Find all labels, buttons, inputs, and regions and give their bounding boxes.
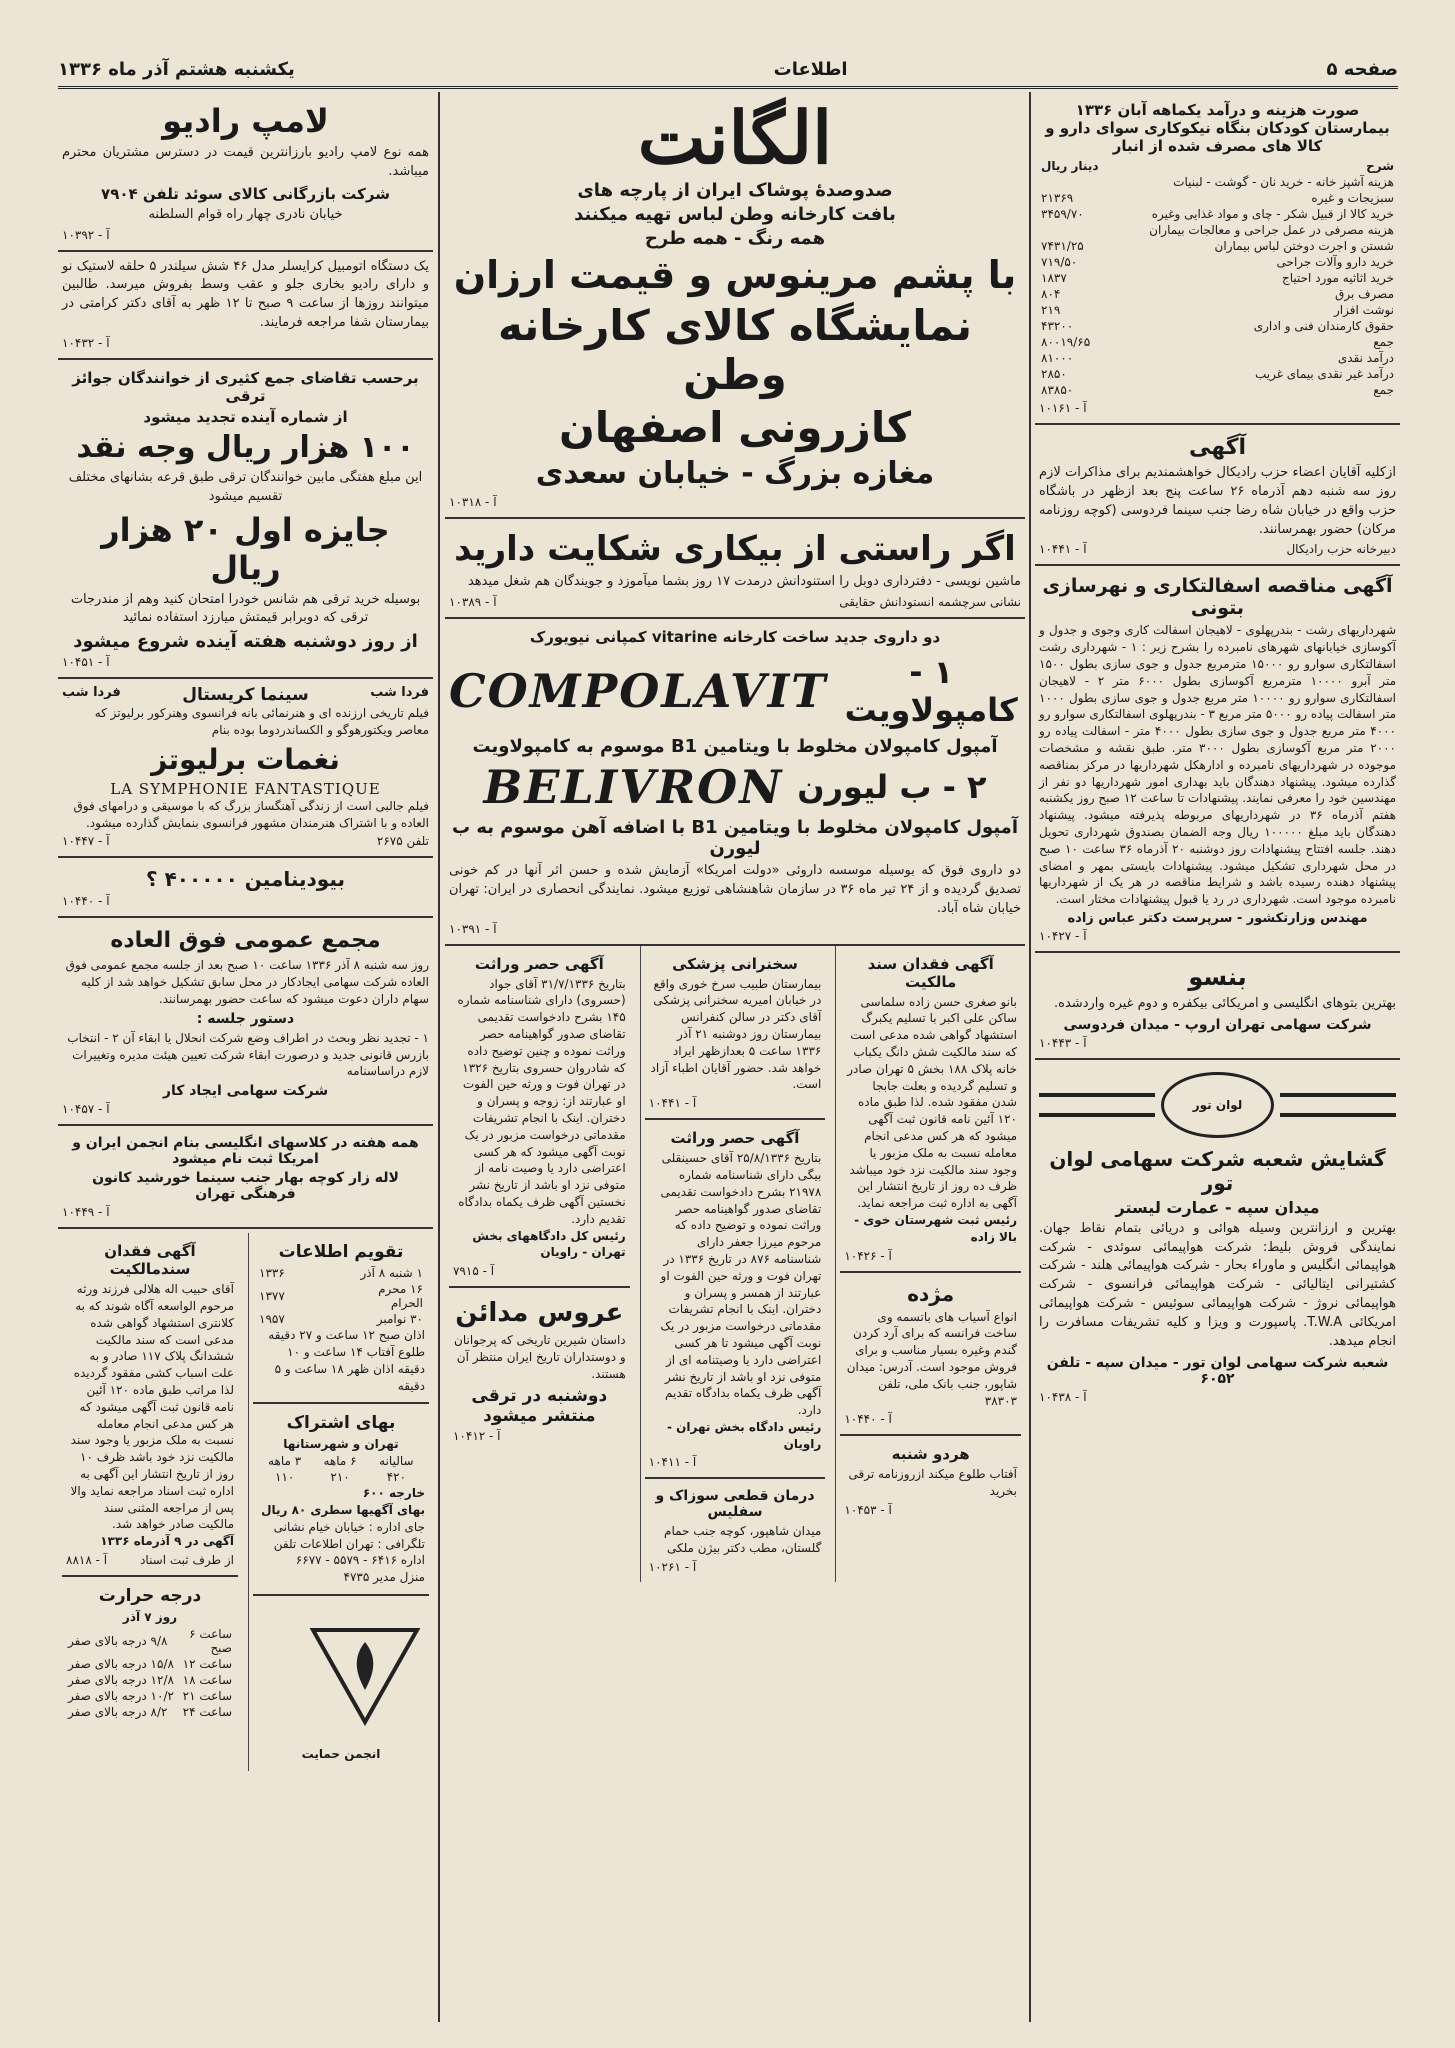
report-row <box>1039 302 1396 318</box>
ad-code: آ - ۱۰۴۵۳ <box>844 1502 892 1517</box>
agenda-title: دستور جلسه : <box>196 1010 295 1027</box>
madaen-ad <box>449 1288 630 1450</box>
weather-row <box>66 1626 234 1656</box>
report-value <box>1039 222 1138 238</box>
ad-code: آ - ۱۰۲۶۱ <box>648 1560 697 1575</box>
ad-title: آگهی حصر وراثت <box>474 954 604 973</box>
report-row <box>1039 350 1396 366</box>
calendar-row <box>257 1265 425 1281</box>
report-value: ۸۳۸۵۰ <box>1041 383 1074 397</box>
airline-title: گشایش شعبه شرکت سهامی لوان تور <box>1049 1146 1386 1195</box>
weather-label: ساعت ۱۲ <box>182 1656 232 1671</box>
loss-deed-ad <box>840 946 1021 1273</box>
airline-body: بهترین و ارزانترین وسیله هوائی و دریائی بتمام نقاط جهان. نمایندگی فروش بلیط: شرکت هواپیمائی سوئدی - شرکت هواپیمائی انگلیس و ماوراء بحار - شرکت هواپیمائی هلند - شرکت کشتیرانی ایتالیائی - شرکت هواپیمائی فرانسوی - شرکت هواپیمائی نروژ - شرکت هواپیمائی سوئیس - شرکت هواپیمائی امریکائی T.W.A. پاسپورت و ویزا و کلیه تشریفات مسافرت را انجام میدهد. <box>1039 1220 1396 1349</box>
calendar-value: ۱۹۵۷ <box>259 1312 285 1327</box>
calendar-label: ۳۰ نوامبر <box>376 1312 423 1327</box>
header-paper-name: اطلاعات <box>773 58 848 80</box>
cinema-name: سینما کریستال <box>182 685 309 706</box>
report-row <box>1039 366 1396 382</box>
calendar-label: ۱ شنبه ۸ آذر <box>360 1266 423 1281</box>
ad-code: آ - ۱۰۴۱۲ <box>452 1428 501 1443</box>
ad-title: درمان قطعی سوزاک و سفلیس <box>655 1488 815 1521</box>
hospital-report <box>1035 92 1400 425</box>
airline-address: میدان سپه - عمارت لیستر <box>1115 1197 1320 1217</box>
ad-code: آ - ۱۰۴۲۶ <box>844 1248 892 1263</box>
ad-title: آگهی فقدان سندمالکیت <box>104 1242 196 1279</box>
lottery-line: این مبلغ هفتگی مابین خوانندگان ترقی طبق قرعه بشانهای مختلف تقسیم میشود <box>68 469 423 504</box>
right-column <box>1035 92 1400 1412</box>
col-desc-header: شرح <box>1366 159 1394 173</box>
report-label: سبزیجات و غیره <box>1311 191 1394 205</box>
madaen-release: دوشنبه در ترقی منتشر میشود <box>471 1385 608 1426</box>
ad-sign: از طرف ثبت اسناد <box>140 1553 234 1567</box>
ad-code: آ - ۱۰۱۶۱ <box>1039 401 1087 415</box>
film-title-en: LA SYMPHONIE FANTASTIQUE <box>110 779 381 798</box>
calendar-row <box>257 1281 425 1311</box>
cinema-tomorrow: فردا شب <box>370 685 429 701</box>
ad-body: روز سه شنبه ۸ آذر ۱۳۳۶ ساعت ۱۰ صبح بعد از جلسه مجمع عمومی فوق العاده شرکت سهامی ایجادکار در محل سابق تشکیل خواهد شد از کلیه سهام داران دعوت میشود که ساعت حضور بهمرسانند. <box>65 958 429 1007</box>
page-header <box>58 52 1398 89</box>
lower-left-column <box>58 1233 242 1771</box>
tender-title: آگهی مناقصه اسفالتکاری و نهرسازی بتونی <box>1042 575 1393 620</box>
classified-column <box>640 946 830 1583</box>
radio-shop: شرکت بازرگانی کالای سوئد تلفن ۷۹۰۴ <box>101 184 390 203</box>
report-label: نوشت افزار <box>1333 303 1394 317</box>
report-table <box>1039 158 1396 398</box>
ad-code: آ - ۱۰۴۴۳ <box>1039 1035 1087 1050</box>
ad-code: آ - ۱۰۳۹۲ <box>62 227 110 242</box>
english-class-ad <box>58 1126 433 1229</box>
report-row <box>1039 318 1396 334</box>
report-value: ۸۱۰۰۰ <box>1041 351 1074 365</box>
weather-value: ۱۰/۲ درجه بالای صفر <box>68 1688 174 1703</box>
calendar-box <box>253 1233 429 1404</box>
weather-label: ساعت ۲۴ <box>182 1704 232 1719</box>
middle-column <box>445 92 1025 1582</box>
ad-title: مژده <box>907 1281 955 1306</box>
ad-title: آگهی حصر وراثت <box>670 1129 800 1148</box>
inheritance-ad-1 <box>449 946 630 1289</box>
pharma-ad <box>445 619 1025 946</box>
ad-code: آ - ۱۰۴۳۸ <box>1039 1389 1087 1404</box>
report-row <box>1039 286 1396 302</box>
sub-head: ۳ ماهه <box>268 1454 302 1469</box>
column-divider <box>1029 92 1031 2022</box>
elegant-title: الگانت <box>637 95 833 180</box>
report-row <box>1039 270 1396 286</box>
azan-times: اذان صبح ۱۲ ساعت و ۲۷ دقیقه طلوع آفتاب ۱۴ ساعت و ۱۰ دقیقه اذان ظهر ۱۸ ساعت و ۵ دقیقه <box>268 1328 425 1393</box>
pharma-name-en: BELIVRON <box>483 760 784 815</box>
elegant-line: بافت کارخانه وطن لباس تهیه میکنند <box>574 204 896 226</box>
tender-body: شهرداریهای رشت - بندرپهلوی - لاهیجان اسفالت کاری وجوی و جدول و آکوسازی خیابانهای شهرهای نامبرده را بشرح زیر : ۱ - شهرداری رشت اسفالتکاری سوارو رو ۱۵۰۰۰ مترمربع جدول و جوی سازی بطول ۱۵۰۰ متر آبرو ۱۰۰۰۰ مترمربع آکوسازی بطول ۶۰۰۰ متر ۲ - لاهیجان اسفالتکاری سوارو رو ۱۰۰۰۰ متر مربع جدول و جوی سازی بطول ۱۰۰۰ متر اسفالت پیاده رو ۵۰۰۰ متر مربع ۳ - بندرپهلوی اسفالتکاری سوارو رو ۴۰۰۰ متر مربع جدول و جوی سازی بطول ۴۰۰۰ متر - اسفالت پیاده رو ۲۰۰۰ متر مربع آکوسازی بطول ۳۰۰۰ متر. طبق نقشه و مشخصات موجوده در شهرداریهای نامبرده و ادارهکل شهرداریها در مرکز بمناقصه گذارده میشود. پیشنهاد دهندگان باید بهداری امور شهرداریها دو نفر از مهندسین خود را معرفی نمایند. پیشنهادات تا ساعت ۱۲ صبح روز یکشنبه هفتم آذرماه ۳۶ در شهرداریهای مربوطه پذیرفته میشود. پیشنهاد دهندگان باید مبلغ ۱۰۰۰۰۰ ریال وجه الضمان بصندوق شهرداری تحویل دهند. جلسه افتتاح پیشنهادات روز دوشنبه ۲۰ آذرماه ۳۶ ساعت ۱۰ صبح در محل شهرداری تشکیل میشود. پیشنهادات بایستی بمهر و امضای پیشنهاد دهنده رسیده باشد و شرایط مناقصه در هر یک از شهرداریها نامبرده موجود است. شهرداری در رد یا قبول پیشنهادات مختار است. <box>1039 623 1397 907</box>
agenda-body: ۱ - تجدید نظر وبحث در اطراف وضع شرکت انحلال یا ابقاء آن ۲ - انتخاب بازرس قانونی جدید و درصورت ابقاء شرکت تعیین هیئت مدیره وتغییرات لازم دراساسنامه <box>67 1030 429 1079</box>
elegant-headline: نمایشگاه کالای کارخانه وطن <box>497 301 973 400</box>
weather-label: ساعت ۱۸ <box>182 1672 232 1687</box>
film-title: نغمات برلیوتز <box>151 742 340 776</box>
assembly-ad <box>58 918 433 1126</box>
subscription-subtitle: تهران و شهرستانها <box>283 1437 399 1452</box>
ad-title: سخنرانی پزشکی <box>672 954 798 973</box>
notice-sign: دبیرخانه حزب رادیکال <box>1286 542 1396 557</box>
report-value: ۸۰۰۱۹/۶۵ <box>1041 335 1091 349</box>
sub-price: ۱۱۰ <box>275 1470 295 1485</box>
benzo-body: بهترین بتوهای انگلیسی و امریکائی بیکفره و دوم غیره واردشده. <box>1054 995 1396 1011</box>
pharma-body: دو داروی فوق که بوسیله موسسه داروئی «دولت امریکا» آزمایش شده و حسن اثر آنها در کم خونی تصدیق گردیده و از ۲۴ تیر ماه ۳۶ در سازمان شاهنشاهی توزیع میشود. نمایندگی انحصاری در ایران: تهران خیابان شاه آباد. <box>449 863 1021 916</box>
header-page-number: صفحه ۵ <box>1326 58 1398 80</box>
report-row <box>1039 174 1396 190</box>
report-value: ۸۰۴ <box>1041 287 1061 301</box>
weather-title: درجه حرارت <box>98 1586 202 1606</box>
sub-head: سالیانه <box>379 1454 414 1469</box>
shorthand-address: نشانی سرچشمه انستودانش حقایقی <box>839 595 1021 610</box>
ad-code: آ - ۱۰۴۴۰ <box>844 1412 892 1427</box>
ad-sign: رئیس دادگاه بخش تهران - راویان <box>666 1419 822 1451</box>
classified-column <box>445 946 634 1583</box>
ad-code: آ - ۱۰۴۵۷ <box>62 1102 110 1117</box>
good-news-ad <box>840 1273 1021 1437</box>
ad-code: آ - ۱۰۴۴۷ <box>62 834 110 849</box>
header-date: یکشنبه هشتم آذر ماه ۱۳۳۶ <box>58 58 295 80</box>
ad-title: بیودینامین ۴۰۰۰۰۰ ؟ <box>146 867 345 892</box>
report-label: درآمد غیر نقدی بیمای غریب <box>1254 367 1394 381</box>
radio-address: خیابان نادری چهار راه قوام السلطنه <box>148 206 343 222</box>
lower-left-grid <box>58 1233 433 1771</box>
benzo-company: شرکت سهامی تهران اروپ - میدان فردوسی <box>1063 1016 1372 1033</box>
ad-code: آ - ۱۰۳۹۱ <box>449 921 497 936</box>
weather-row <box>66 1688 234 1704</box>
wing-icon <box>1039 1093 1155 1117</box>
ad-code: آ - ۱۰۴۵۱ <box>62 655 110 670</box>
report-label: هزینه مصرفی در عمل جراحی و معالجات بیماران <box>1149 223 1394 237</box>
sub-price: ۴۲۰ <box>386 1470 407 1485</box>
ad-code: آ - ۱۰۳۱۸ <box>449 495 497 510</box>
tender-sign: مهندس وزارتکشور - سرپرست دکتر عباس زاده <box>1067 910 1368 926</box>
weather-box <box>62 1577 238 1728</box>
calendar-label: ۱۶ محرم الحرام <box>378 1282 423 1311</box>
shorthand-body: ماشین نویسی - دفترداری دوبل را استنودانش درمدت ۱۷ روز بشما میآموزد و جویندگان هم شغل میدهد <box>467 574 1021 590</box>
ad-code: آ - ۱۰۴۲۷ <box>1039 928 1087 943</box>
party-notice <box>1035 425 1400 566</box>
logo-badge: لوان تور <box>1161 1072 1274 1138</box>
calendar-row <box>257 1311 425 1327</box>
pharma-desc: آمپول کامپولان مخلوط با ویتامین B1 موسوم به کامپولاویت <box>472 736 998 758</box>
calendar-value: ۱۳۷۷ <box>259 1289 285 1304</box>
left-column <box>58 92 433 1771</box>
pharma-name-fa: ۲ - ب لیورن <box>797 768 987 807</box>
elegant-line: همه رنگ - همه طرح <box>644 228 826 250</box>
ad-code: آ - ۱۰۴۱۱ <box>648 1455 697 1470</box>
pharma-desc: آمپول کامپولان مخلوط با ویتامین B1 با اضافه آهن موسوم به ب لیورن <box>452 817 1018 860</box>
ad-sign: شرکت سهامی ایجاد کار <box>162 1083 329 1100</box>
emblem-icon <box>305 1612 425 1732</box>
classified-column <box>835 946 1025 1583</box>
calendar-title: تقویم اطلاعات <box>278 1242 404 1263</box>
report-label: خرید دارو وآلات جراحی <box>1276 255 1394 269</box>
pharma-name-en: COMPOLAVIT <box>449 664 828 719</box>
cinema-ad <box>58 679 433 858</box>
report-row <box>1039 334 1396 350</box>
report-value: ۲۸۵۰ <box>1041 367 1067 381</box>
report-label: درآمد نقدی <box>1337 351 1394 365</box>
report-row <box>1039 382 1396 398</box>
pharma-name-fa: ۱ - کامپولاویت <box>844 653 1018 730</box>
airline-ad <box>1035 1060 1400 1412</box>
weather-row <box>66 1656 234 1672</box>
report-row <box>1039 206 1396 222</box>
biodynamin-ad <box>58 858 433 918</box>
report-label: خرید کالا از قبیل شکر - چای و مواد غذایی وغیره <box>1151 207 1394 221</box>
ad-code: آ - ۱۰۴۴۱ <box>648 1096 697 1111</box>
sub-address: جای اداره : خیابان خیام نشانی تلگرافی : تهران اطلاعات تلفن اداره ۶۴۱۶ - ۵۵۷۹ - ۶۶۷۷ <box>273 1519 425 1568</box>
airline-phone: شعبه شرکت سهامی لوان تور - میدان سپه - تلفن ۶۰۵۲ <box>1046 1354 1389 1387</box>
ad-body: بانو صغری حسن زاده سلماسی ساکن علی اکبر با تسلیم یکبرگ استشهاد گواهی شده مدعی است که سند مالکیت شش دانگ یکباب خانه پلاک ۱۸۸ بخش ۵ تهران صادر و تسلیم گردیده و بعلت جابجا شدن مفقود شده. لذا طبق ماده ۱۲۰ آئین نامه قانون ثبت آگهی میشود که هر کس مدعی انجام معامله نسبت به ملک مزبور یا وجود سند مالکیت نزد خود میباشد ظرف ده روز از تاریخ انتشار این آگهی به اداره ثبت مراجعه نماید. <box>847 994 1017 1211</box>
ad-body: لاله زار کوچه بهار جنب سینما خورشید کانون فرهنگی تهران <box>92 1170 399 1203</box>
asphalt-tender <box>1035 566 1400 953</box>
subscription-title: بهای اشتراک <box>286 1413 396 1434</box>
lottery-start: از روز دوشنبه هفته آینده شروع میشود <box>73 631 418 653</box>
report-row <box>1039 238 1396 254</box>
report-label: شستن و اجرت دوختن لباس بیماران <box>1214 239 1394 253</box>
report-row <box>1039 254 1396 270</box>
hardware-ad <box>840 1436 1021 1525</box>
wing-icon <box>1280 1093 1396 1117</box>
ad-code: آ - ۱۰۴۴۹ <box>62 1205 110 1220</box>
report-label: جمع <box>1373 335 1394 349</box>
elegant-address: مغازه بزرگ - خیابان سعدی <box>535 456 935 492</box>
ad-title: آگهی فقدان سند مالکیت <box>867 954 994 991</box>
ad-date: آگهی در ۹ آذرماه ۱۳۳۶ <box>100 1534 234 1549</box>
sub-ads: بهای آگهیها سطری ۸۰ ریال <box>261 1503 425 1518</box>
ad-code: آ - ۸۸۱۸ <box>66 1553 108 1567</box>
deed-loss-ad <box>62 1233 238 1577</box>
report-value: ۳۴۵۹/۷۰ <box>1041 207 1084 221</box>
benzo-title: بنسو <box>1188 962 1247 991</box>
weather-label: ساعت ۶ صبح <box>189 1626 232 1655</box>
weather-value: ۹/۸ درجه بالای صفر <box>68 1633 168 1648</box>
subscription-table <box>257 1453 425 1485</box>
lower-left-column <box>248 1233 433 1771</box>
cinema-body: فیلم تاریخی ارزنده ای و هنرنمائی بانه فرانسوی وهنرکور برلیوتز که معاصر ویکتورهوگو و الکساندردوما بوده بنام <box>94 706 429 738</box>
ad-title: عروس مدائن <box>455 1298 624 1329</box>
elegant-headline: با پشم مرینوس و قیمت ارزان <box>453 253 1017 298</box>
cinema-phone: تلفن ۲۶۷۵ <box>376 834 429 849</box>
report-row <box>1039 222 1396 238</box>
sub-price: ۲۱۰ <box>330 1470 350 1485</box>
inheritance-ad-2 <box>645 1120 826 1479</box>
ad-body: بتاریخ ۳۱/۷/۱۳۳۶ آقای جواد (حسروی) دارای شناسنامه شماره ۱۴۵ بشرح دادخواست تقدیمی تقاضای صدور گواهینامه حصر وراثت نموده و چنین توضیح داده که شادروان حسروی بتاریخ ۱۳۲۶ در تهران فوت و ورثه حین الفوت او عبارتند از: زوجه و پسران و دختران. اینک با انجام تشریفات مقدماتی درخواست مزبور در یک نوبت آگهی میشود که هر کسی اعتراضی دارد یا وصیت نامه از متوفی نزد او باشد از تاریخ نشر نخستین آگهی ظرف یکماه بدادگاه تقدیم دارد. <box>457 976 626 1226</box>
airline-logo <box>1039 1066 1396 1144</box>
calendar-value: ۱۳۳۶ <box>259 1266 285 1281</box>
ad-sign: رئیس ثبت شهرستان خوی - بالا زاده <box>854 1212 1017 1244</box>
ad-code: آ - ۱۰۴۳۲ <box>62 335 110 350</box>
ad-title: همه هفته در کلاسهای انگلیسی بنام انجمن ایران و امریکا ثبت نام میشود <box>72 1135 419 1168</box>
ad-code: آ - ۱۰۴۴۱ <box>1039 542 1087 557</box>
elegant-headline: کازرونی اصفهان <box>558 403 912 453</box>
medical-talk-ad <box>645 946 826 1121</box>
car-sale-ad <box>58 252 433 360</box>
ad-body: انواع آسیاب های باتسمه وی ساخت فرانسه که برای آرد کردن گندم وغیره بسیار مناسب و برای فروش موجود است. آدرس: میدان شاپور، جنب بانک ملی، تلفن ۳۸۳۰۳ <box>846 1309 1017 1408</box>
sub-head: ۶ ماهه <box>323 1454 357 1469</box>
cinema-tomorrow: فردا شب <box>62 685 121 701</box>
ad-title: مجمع عمومی فوق العاده <box>110 928 381 954</box>
ad-code: آ - ۱۰۳۸۹ <box>449 595 497 610</box>
ad-code: آ - ۱۰۴۴۰ <box>62 894 110 909</box>
ad-sign: رئیس کل دادگاههای بخش تهران - راویان <box>472 1228 626 1260</box>
emblem-box <box>253 1596 429 1771</box>
calendar-table <box>257 1265 425 1327</box>
weather-row <box>66 1704 234 1720</box>
lottery-line: بوسیله خرید ترقی هم شانس خودرا امتحان کنید وهم از مندرجات ترقی که دوبرابر قیمتش میارزد استفاده نمائید <box>70 591 421 626</box>
ad-body: بتاریخ ۲۵/۸/۱۳۳۶ آقای حسینقلی بیگی دارای شناسنامه شماره ۲۱۹۷۸ بشرح دادخواست تقدیمی تقاضای صدور گواهینامه حصر وراثت نموده و توضیح داده که مرحوم میرزا جعفر دارای شناسنامه ۸۷۶ در تاریخ ۱۳۳۶ در تهران فوت و ورثه حین الفوت او عبارتند از همسر و پسران و دختران. اینک با انجام تشریفات مقدماتی درخواست مزبور در یک نوبت آگهی میشود تا هر کسی اعتراضی دارد یا وصیتنامه ای از متوفی نزد او باشد از تاریخ نشر آگهی ظرف یکماه بدادگاه تقدیم دارد. <box>660 1151 822 1418</box>
report-value: ۲۱۹ <box>1041 303 1061 317</box>
report-value: ۴۳۲۰۰ <box>1041 319 1074 333</box>
report-label: خرید اثاثیه مورد احتیاج <box>1281 271 1394 285</box>
report-label: هزینه آشپز خانه - خرید نان - گوشت - لبنیات <box>1173 175 1394 189</box>
classified-grid <box>445 946 1025 1583</box>
syphilis-ad <box>645 1479 826 1582</box>
ad-code: آ - ۷۹۱۵ <box>452 1264 495 1279</box>
shorthand-title: اگر راستی از بیکاری شکایت دارید <box>454 529 1016 570</box>
lottery-prize: ۱۰۰ هزار ریال وجه نقد <box>76 429 415 465</box>
benzo-ad <box>1035 953 1400 1060</box>
lottery-line: برحسب تقاضای جمع کثیری از خوانندگان جوائز ترقی <box>72 368 419 405</box>
sub-foreign: خارجه ۶۰۰ <box>362 1486 425 1501</box>
report-label: جمع <box>1373 383 1394 397</box>
elegant-line: صدوصدهٔ پوشاک ایران از پارچه های <box>577 180 893 202</box>
weather-subtitle: روز ۷ آذر <box>122 1610 178 1624</box>
report-value: ۷۴۳۱/۲۵ <box>1041 239 1084 253</box>
report-rows <box>1039 174 1396 398</box>
report-row <box>1039 190 1396 206</box>
pharma-intro: دو داروی جدید ساخت کارخانه vitarine کمپانی نیویورک <box>529 628 941 647</box>
weather-table <box>66 1626 234 1720</box>
report-label: مصرف برق <box>1335 287 1394 301</box>
lottery-prize: جایزه اول ۲۰ هزار ریال <box>101 510 390 587</box>
report-value <box>1039 174 1138 190</box>
ad-body: داستان شیرین تاریخی که پرجوانان و دوستداران تاریخ ایران منتظر آن هستند. <box>454 1333 626 1381</box>
report-value: ۱۸۳۷ <box>1041 271 1067 285</box>
lottery-ad <box>58 360 433 679</box>
ad-body: میدان شاهپور، کوچه جنب حمام گلستان، مطب دکتر بیژن ملکی <box>664 1524 822 1556</box>
subscription-box <box>253 1404 429 1596</box>
ad-body: همه نوع لامپ رادیو بارزانترین قیمت در دسترس مشتریان محترم میباشد. <box>62 145 429 179</box>
lottery-line: از شماره آینده تجدید میشود <box>143 407 348 426</box>
weather-value: ۱۲/۸ درجه بالای صفر <box>68 1672 174 1687</box>
weather-value: ۸/۲ درجه بالای صفر <box>68 1704 168 1719</box>
report-label: حقوق کارمندان فنی و اداری <box>1253 319 1394 333</box>
ad-body: یک دستگاه اتومبیل کرایسلر مدل ۴۶ شش سیلندر ۵ حلقه لاستیک نو و دارای رادیو بخاری جلو و عقب وسط بفروش میرسد. طالبین میتوانند روزها از ساعت ۹ صبح تا ۱۲ ظهر به آقای دکتر کرامتی در بیمارستان شفا مراجعه فرمایند. <box>62 258 430 331</box>
ad-body: بیمارستان طبیب سرخ خوری واقع در خیابان امیریه سخنرانی پزشکی آقای دکتر در سالن کنفرانس بیمارستان روز دوشنبه ۲۱ آذر ۱۳۳۶ ساعت ۵ بعدازظهر ایراد خواهد شد. حضور آقایان اطباء آزاد است. <box>650 976 822 1092</box>
notice-body: ازکلیه آقایان اعضاء حزب رادیکال خواهشمندیم برای مذاکرات لازم روز سه شنبه دهم آذرماه ۲۶ ساعت پنج بعد ازظهر در باشگاه حزب واقع در خیابان شاه رضا جنب سینما فردوسی (کوچه روزنامه مرکان) حضور بهمرسانند. <box>1039 465 1396 537</box>
report-value: ۷۱۹/۵۰ <box>1041 255 1078 269</box>
weather-value: ۱۵/۸ درجه بالای صفر <box>68 1656 174 1671</box>
weather-row <box>66 1672 234 1688</box>
shorthand-ad <box>445 519 1025 619</box>
report-title: صورت هزینه و درآمد یکماهه آبان ۱۳۳۶ بیمارستان کودکان بنگاه نیکوکاری سوای دارو و کالا های مصرف شده از انبار <box>1045 101 1390 155</box>
ad-title: هردو شنبه <box>891 1445 970 1464</box>
cinema-body: فیلم جالبی است از زندگی آهنگساز بزرگ که با موسیقی و درامهای فوق العاده و با اشتراک هنرمندان مشهور فرانسوی بنمایش گذارده میشود. <box>73 798 429 830</box>
notice-title: آگهی <box>1188 435 1247 460</box>
emblem-caption: انجمن حمایت <box>301 1747 381 1762</box>
col-amount-header: دینار ریال <box>1041 159 1099 173</box>
weather-label: ساعت ۲۱ <box>182 1688 232 1703</box>
column-divider <box>438 92 440 2022</box>
ad-body: آقای حبیب اله هلالی فرزند ورثه مرحوم الواسعه آگاه شوند که به کلانتری استشهاد گواهی شده مدعی است که سند مالکیت ششدانگ پلاک ۱۱۷ صادر و به علت اسباب کشی مفقود گردیده لذا مراتب طبق ماده ۱۲۰ آئین نامه قانون ثبت آگهی میشود که هر کس مدعی انجام معامله نسبت به ملک مزبور یا وجود سند مالکیت نزد خود باشد ظرف ۱۰ روز از تاریخ انتشار این آگهی به اداره ثبت اسناد مراجعه نماید والا پس از مراجعه المثنی سند مالکیت صادر خواهد شد. <box>70 1282 234 1532</box>
elegant-ad <box>445 92 1025 519</box>
ad-body: آفتاب طلوع میکند ازروزنامه ترقی بخرید <box>848 1467 1017 1499</box>
sub-manager: منزل مدیر ۴۷۳۵ <box>343 1570 425 1585</box>
ad-title: لامپ رادیو <box>162 102 329 140</box>
report-value: ۲۱۳۶۹ <box>1041 191 1074 205</box>
radio-lamp-ad <box>58 92 433 252</box>
